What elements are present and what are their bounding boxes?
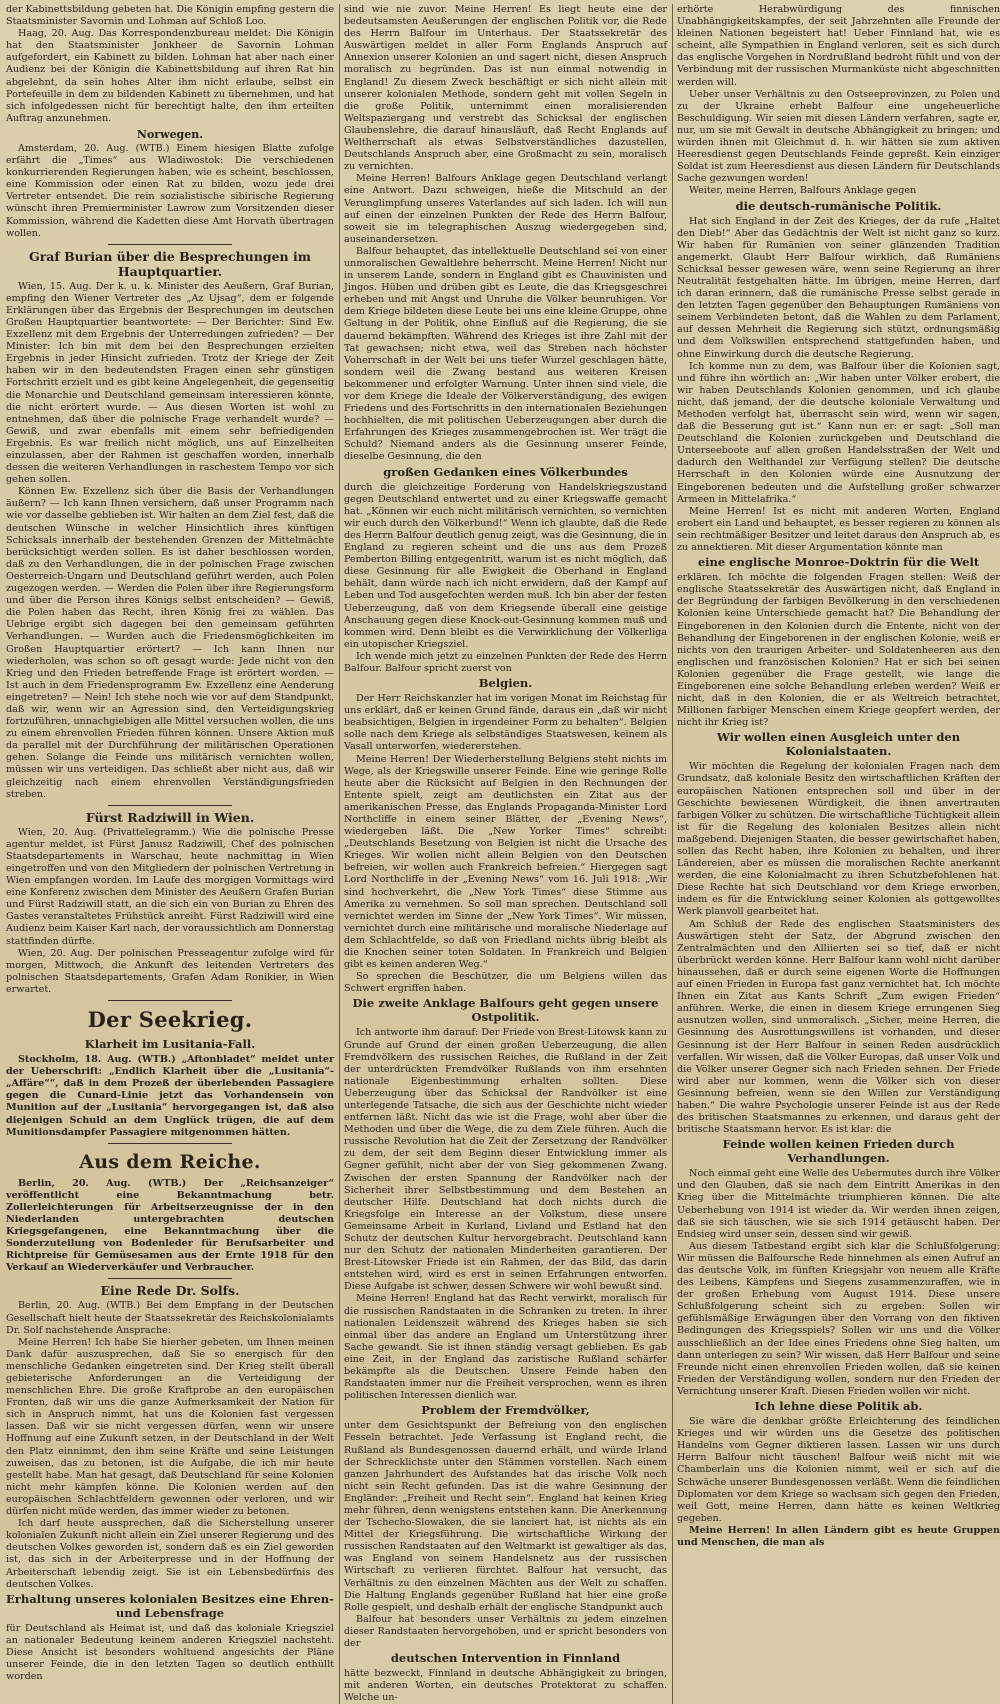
section-heading-norwegen: Norwegen. [136, 127, 204, 141]
paragraph: Meine Herren! In allen Ländern gibt es heute Gruppen und Menschen, die man als [677, 1524, 1000, 1548]
subheadline-fremdvoelker: Problem der Fremdvölker, [421, 1403, 590, 1418]
paragraph: Am Schluß der Rede des englischen Staatsministers des Auswärtigen steht der Satz, der Abgrund zwischen den Zentralmächten und den Alliierten sei so tief, daß er nicht überbrückt werden könne. Herr Balfour kann wohl nicht darüber hinaussehen, daß er durch seine eigenen Worte die Hoffnungen auf einen Frieden in Europa fast ganz vernichtet hat. Ich möchte Ihnen ein Zitat aus Kants Schrift „Zum ewigen Frieden“ anführen. Werke, die einen in diesem Kriege errungenen Sieg ausnutzen wollen, sind unmoralisch. „Sicher, meine Herren, die Gesinnung des Ausrottungswillens ist vorhanden, und dieser Gesinnung ist der Herr Balfour in seinen Reden ausdrücklich verfallen. Wir wissen, daß die Völker Europas, daß unser Volk und die Völker unserer Gegner sich nach Frieden sehnen. Der Friede wird aber nur kommen, wenn die Völker sich von dieser Gesinnung befreien, wenn sie den Willen zur Verständigung haben.“ Die wahre Psychologie unserer Feinde ist aus der Rede des britischen Staatsmannes zu erkennen, und daraus geht der britische Staatsmann hervor. Es ist klar: die [677, 918, 1000, 1136]
paragraph: Meine Herren! Ist es nicht mit anderen Worten, England erobert ein Land und behauptet, es besser regieren zu können als sein rechtmäßiger Besitzer und leitet daraus den Anspruch ab, es zu annektieren. Mit dieser Argumentation könnte man [677, 505, 1000, 554]
paragraph: Ich komme nun zu dem, was Balfour über die Kolonien sagt, und führe ihn wörtlich an: „Wir haben unter Völker erobert, die wir haben Deutschlands Kolonien genommen, und ich glaube nicht, daß jemand, der die deutsche koloniale Verwaltung und Methoden verfolgt hat, überrascht sein wird, wenn wir sagen, daß die Besserung gut ist.“ Kann nun er: er sagt: „Soll man Deutschland die Kolonien zurückgeben und Deutschland die Unterseeboote auf allen großen Handelsstraßen der Welt und dadurch den Welthandel zur Verfügung stellen? Die deutsche Herrschaft in den Kolonien würde eine Ausnutzung der Eingeborenen bedeuten und die Aufstellung großer schwarzer Armeen in Mittelafrika.“ [677, 360, 1000, 505]
divider [108, 244, 233, 245]
paragraph: Berlin, 20. Aug. (WTB.) Bei dem Empfang in der Deutschen Gesellschaft hielt heute der Staatssekretär des Reichskolonialamts Dr. Solf nachstehende Ansprache: [6, 1300, 334, 1336]
subheadline-voelkerbund: großen Gedanken eines Völkerbundes [383, 464, 628, 479]
subheadline-erhaltung: Erhaltung unseres kolonialen Besitzes eine Ehren- und Lebensfrage [6, 1591, 334, 1620]
paragraph: Balfour behauptet, das intellektuelle Deutschland sei von einer unmoralischen Gewaltlehre beherrscht. Meine Herren! Nicht nur in unserem Lande, sondern in England gibt es Chauvinisten und Jingos. Hüben und drüben gibt es Leute, die das Kriegsgeschrei erheben und mit Angst und Unruhe die Völker beunruhigen. Vor dem Kriege bildeten diese Leute bei uns eine kleine Gruppe, ohne Geltung in der Politik, ohne Einfluß auf die Regierung, die sie dauernd bekämpften. Während des Krieges ist ihre Zahl mit der Tat gewachsen; nicht etwa, weil das Streben nach höchster Voherrschaft in der Welt bei uns tiefer Wurzel geschlagen hätte, sondern weil die Zwang bestand aus weiteren Kreisen bekommener und erfolgter Warnung. Unter ihnen sind viele, die vor dem Kriege die Ideale der Völkerverständigung, des ewigen Friedens und des Fortschritts in den internationalen Beziehungen hochhielten, die mit politischen Ueberzeugungen aber durch die Erfahrungen des Krieges zusammengebrochen ist. Wer trägt die Schuld? Niemand anders als die Gesinnung unserer Feinde, dieselbe Gesinnung, die den [344, 245, 667, 463]
paragraph: sind wie nie zuvor. Meine Herren! Es liegt heute eine der bedeutsamsten Aeußerungen der englischen Politik vor, die Rede des Herrn Balfour im Unterhaus. Der Staatssekretär des Auswärtigen meldet in aller Form Englands Anspruch auf Annexion unserer Kolonien an und sagert nicht, diesen Anspruch moralisch zu begründen. Das ist nun einmal notwendig in England! Zu diesem Zweck beschäftigt er sich nicht allein mit unserer kolonialen Methode, sondern geht mit vollen Segeln in die große Politik, unternimmt einen moralisierenden Weltspaziergang und verstrebt das Schicksal der englischen Glaubenslehre, die darauf hinausläuft, daß Recht Englands auf Weltherrschaft als etwas Selbstverständliches dazustellen, Deutschlands Anspruch aber, eine Großmacht zu sein, moralisch zu vernichten. [344, 4, 667, 173]
paragraph: hätte bezweckt, Finnland in deutsche Abhängigkeit zu bringen, mit anderen Worten, ein deutsches Protektorat zu schaffen. Welche un- [344, 1668, 667, 1704]
paragraph: Wien, 15. Aug. Der k. u. k. Minister des Aeußern, Graf Burian, empfing den Wiener Vertreter des „Az Ujsag“, dem er folgende Erklärungen über das Ergebnis der Besprechungen im deutschen Großen Hauptquartier beantwortete: — Der Berichter: Sind Ew. Exzellenz mit dem Ergebnis der Unterredungen zufrieden? — Der Minister: Ich bin mit dem bei den Besprechungen erzielten Ergebnis in jeder Hinsicht zufrieden. Trotz der Kriege der Zeit haben wir in den bedeutendsten Fragen einen sehr günstigen Fortschritt erzielt und es gibt keine Angelegenheit, die gegenseitig die Monarchie und Deutschland gemeinsam interessieren könnte, die nicht erörtert wurde. — Aus diesen Worten ist wohl zu entnehmen, daß über die polnische Frage verhandelt wurde? — Gewiß, und zwar ebenfalls mit einem sehr befriedigenden Ergebnis. Es war freilich nicht möglich, uns auf Einzelheiten einzulassen, aber der Rahmen ist geschaffen worden, innerhalb dessen die weiteren Verhandlungen in raschestem Tempo vor sich gehen sollen. [6, 280, 334, 486]
paragraph: Meine Herren! Der Wiederherstellung Belgiens steht nichts im Wege, als der Kriegswille unserer Feinde. Eine wie geringe Rolle heute aber die Rücksicht auf Belgien in den Rechnungen der Entente spielt, zeigt am deutlichsten ein Zitat aus der amerikanischen Presse, das Englands Propaganda-Minister Lord Northcliffe in einem seiner Blätter, der „Evening News“, wiedergeben läßt. Die „New Yorker Times“ schreibt: „Deutschlands Besetzung von Belgien ist nicht die Ursache des Krieges. Wir wollen nicht allein Belgien von den Deutschen befreien, wir wollen auch Frankreich befreien.“ Hiergegen sagt Lord Northcliffe in der „Evening News“ vom 16. Juli 1918: „Wir sind hochverkehrt, die „New York Times“ diese Stimme aus Amerika zu vernehmen. So soll man sprechen. Deutschland soll vernichtet werden im Sinne der „New York Times“. Wir müssen, vernichtet durch eine militärische und moralische Niederlage auf dem Schlachtfelde, so daß von Friedland nichts übrig bleibt als die Knochen seiner toten Soldaten. In Frankreich und Belgien gibt es keinen anderen Weg.“ [344, 753, 667, 971]
paragraph: Hat sich England in der Zeit des Krieges, der da rufe „Haltet den Dieb!“ Aber das Gedächtnis der Welt ist nicht ganz so kurz. Wir haben für Rumänien von seiner glänzenden Tradition angemerkt. Glaubt Herr Balfour wirklich, daß Rumäniens Schicksal besser gewesen wäre, wenn seine Regierung an ihrer Neutralität festgehalten hätte. Im übrigen, meine Herren, darf ich daran erinnern, daß die rumänische Presse selbst gerade in den letzten Tagen gegenüber den Behauptungen Rumäniens von seinem Verbündeten betont, daß die Wahlen zu dem Parlament, auf dessen Mehrheit die Regierung sich stützt, ordnungsmäßig und dem Volkswillen entsprechend stattgefunden haben, und ohne Einwirkung durch die deutsche Regierung. [677, 215, 1000, 360]
column-2 [339, 4, 667, 1704]
subheadline-rumaenisch: die deutsch-rumänische Politik. [735, 198, 942, 213]
paragraph: erhörte Herabwürdigung des finnischen Unabhängigkeitskampfes, der seit Jahrzehnten alle Freunde der kleinen Nationen begeistert hat! Ueber Finnland hat, wie es scheint, alle Sympathien in England verloren, seit es sich durch das englische Vorgehen in Nordrußland bedroht fühlt und von der Verbindung mit der russischen Murmanküste nicht abgeschnitten werden will. [677, 4, 1000, 88]
paragraph: Berlin, 20. Aug. (WTB.) Der „Reichsanzeiger“ veröffentlicht eine Bekanntmachung betr. Zollerleichterungen für Arbeitserzeugnisse der in den Niederlanden untergebrachten deutschen Kriegsgefangenen, eine Bekanntmachung über die Sonderzuteilung von Bodenleder für Berufsarbeiter und Richtpreise für Gemüsesamen aus der Ernte 1918 für den Verkauf an Wiederverkäufer und Verbraucher. [6, 1177, 334, 1274]
paragraph: Wien, 20. Aug. Der polnischen Presseagentur zufolge wird für morgen, Mittwoch, die Ankunft des leitenden Vertreters des polnischen Staatsdepartements, Grafen Adam Ronikier, in Wien erwartet. [6, 947, 334, 995]
paragraph: Ueber unser Verhältnis zu den Ostseeprovinzen, zu Polen und zu der Ukraine erhebt Balfour eine ungeheuerliche Beschuldigung. Wir seien mit diesen Ländern verfahren, sagte er, nur, um sie mit Gewalt in deutsche Abhängigkeit zu bringen; und würden ihnen mit Gleichmut d. h. wir hätten sie zum aktiven Heeresdienst gegen Deutschlands Feinde gepreßt. Kein einziger Soldat ist zum Heeresdienst aus diesen Ländern für Deutschlands Sache gezwungen worden! [677, 88, 1000, 185]
paragraph: Wir möchten die Regelung der kolonialen Fragen nach dem Grundsatz, daß koloniale Besitz den wirtschaftlichen Kräften der europäischen Nationen entsprechen soll und über in der Geschichte bewiesenen Würdigkeit, die ihnen anvertrauten farbigen Völker zu schützen. Die wirtschaftliche Tüchtigkeit allein ist für die Regelung des kolonialen Besitzes allein nicht maßgebend. Diejenigen Staaten, die besser gewirtschaftet haben, sollen das Recht haben, ihre Kolonien zu behalten, und ihrer Ländereien, aber es müssen die moralischen Rechte anerkannt werden, die eine Kolonialmacht zu ihren Schutzbefohlenen hat. Diese Rechte hat sich Deutschland vor dem Kriege erworben, indem es für die Entwicklung seiner Kolonien als gottgewolltes Werk planvoll gearbeitet hat. [677, 761, 1000, 918]
paragraph: Ich darf heute aussprechen, daß die Sicherstellung unserer kolonialen Zukunft nicht allein ein Ziel unserer Regierung und des deutschen Volkes geworden ist, sondern daß es ein Ziel geworden ist, das sich in der Arbeiterpresse und in der Hoffnung der Arbeiterschaft lebendig zeigt. Sie ist ein Lebensbedürfnis des deutschen Volkes. [6, 1518, 334, 1590]
paragraph: Meine Herren! England hat das Recht verwirkt, moralisch für die russischen Randstaaten in die Schranken zu treten. In ihrer nationalen Leidenszeit während des Krieges haben sie sich einmal über das andere an England um Unterstützung ihrer Sache gewandt. Sie ist ihnen ständig versagt geblieben. Es gab eine Zeit, in der England das zaristische Rußland schärfer bekämpfte als die Deutschen. Unsere Feinde haben den Randstaaten immer nur die Freiheit versprochen, wenn es ihren politischen Interessen dienlich war. [344, 1293, 667, 1402]
paragraph: Ich wende mich jetzt zu einzelnen Punkten der Rede des Herrn Balfour. Balfour spricht zuerst von [344, 650, 667, 674]
headline-reiche: Aus dem Reiche. [79, 1150, 261, 1173]
subheadline-belgien: Belgien. [478, 676, 533, 691]
subheadline-ostpolitik: Die zweite Anklage Balfours geht gegen unsere Ostpolitik. [352, 996, 659, 1025]
subheadline-feinde: Feinde wollen keinen Frieden durch Verhandlungen. [722, 1137, 955, 1166]
paragraph: Meine Herren! Balfours Anklage gegen Deutschland verlangt eine Antwort. Dazu schweigen, hieße die Mitschuld an der Verunglimpfung unseres Vaterlandes auf sich laden. Ich will nun auf einen der einzelnen Punkten der Rede des Herrn Balfour, soweit sie im telegraphischen Auszug wiedergegeben sind, auseinandersetzen. [344, 173, 667, 245]
paragraph: Amsterdam, 20. Aug. (WTB.) Einem hiesigen Blatte zufolge erfährt die „Times“ aus Wladiwostok: Die verschiedenen konkurrierenden Regierungen haben, wie es scheint, beschlossen, eine Kommission oder einen Rat zu bilden, wozu jede drei Vertreter entsendet. Die rein sozialistische sibirische Regierung wünscht ihren Premierminister Lawrow zum Vorsitzenden dieser Kommission, während die Kadetten diese Amt Horvath übertragen wollen. [6, 142, 334, 239]
headline-solf: Eine Rede Dr. Solfs. [100, 1283, 240, 1299]
paragraph: unter dem Gesichtspunkt der Befreiung von den englischen Fesseln betrachtet. Jede Verfassung ist England recht, die Rußland als Bundesgenossen dauernd erhält, und würde Irland der Schrecklichste unter den Stämmen vorstellen. Nach einem ganzen Jahrhundert des Aufstandes hat das irische Volk noch nicht sein Recht gefunden. Das ist die wahre Gesinnung der Engländer: „Freiheit und Recht sein“. England hat keinen Krieg mehr führen, denn wenigstens entstehen kann. Die Anerkennung der Tschecho-Slowaken, die sie lanciert hat, ist nichts als ein Mittel der Kriegsführung. Die wirtschaftliche Wirkung der russischen Randstaaten auf den Weltmarkt ist gewaltiger als das, was England von seinem Handelsnetz aus der russischen Wirtschaft zu verlieren fürchtet. Balfour hat versucht, das Verhältnis zu den einzelnen Mächten aus der Welt zu schaffen. Die Haltung Englands gegenüber Rußland hat hier eine große Rolle gespielt, und deshalb erhält der englische Standpunkt auch [344, 1420, 667, 1613]
subheadline-finnland: deutschen Intervention in Finnland [390, 1651, 621, 1666]
columns [6, 4, 1000, 1704]
paragraph: So sprechen die Beschützer, die um Belgiens willen das Schwert ergriffen haben. [344, 971, 667, 995]
paragraph: Stockholm, 18. Aug. (WTB.) „Aftonbladet“ meldet unter der Ueberschrift: „Endlich Klarheit über die „Lusitania“-„Affäre““, daß in dem Prozeß der überlebenden Passagiere gegen die Cunard-Linie jetzt das Vorhandensein von Munition auf der „Lusitania“ hervorgegangen ist, daß also diejenigen Schuld an dem Unglück trügen, die auf dem Munitionsdampfer Passagiere mitgenommen hätten. [6, 1054, 334, 1138]
paragraph: erklären. Ich möchte die folgenden Fragen stellen: Weiß der englische Staatssekretär des Auswärtigen nicht, daß England in der Begründung der farbigen Bevölkerung in den verschiedenen Kolonien keine Unterschiede gemacht hat? Die Behandlung der Eingeborenen in den Kolonien durch die Entente, nicht von der Behandlung der Eingeborenen in der englischen Kolonie, weiß er nichts von den traurigen Arbeiter- und Soldatenheeren aus den englischen und französischen Kolonien? Hat er sich bei seinen Kolonien gegenüber die Frage gestellt, wie lange die Eingeborenen eine solche Behandlung erleben werden? Weiß er nicht, daß in den Kolonien, die er als Weltreich betrachtet, Millionen farbiger Menschen einem Kriege geopfert werden, der nicht ihr Krieg ist? [677, 572, 1000, 729]
paragraph: durch die gleichzeitige Forderung von Handelskriegszustand gegen Deutschland entwertet und zu einer Kriegswaffe gemacht hat. „Können wir euch nicht militärisch vernichten, so vernichten wir euch durch den Völkerbund!“ Wenn ich glaubte, daß die Rede des Herrn Balfour deutlich genug zeigt, was die Gesinnung, die in England zu regieren scheint und die uns aus dem Prozeß Pemberton Billing entgegentritt, warum ist es nicht möglich, daß diese Gesinnung für alle Ewigkeit die Oberhand in England behält, dann würde nach ich nicht erwidern, daß der Kampf auf Leben und Tod ausgefochten werden muß. Ich bin aber der festen Ueberzeugung, daß von dem Kriegsende überall eine geistige Anschauung gegen diese Knock-out-Gesinnung kommen muß und kommen wird. Denn bleibt es die Verwirklichung der Völkerliga ein utopischer Kriegsziel. [344, 481, 667, 650]
paragraph: für Deutschland als Heimat ist, und daß das koloniale Kriegsziel an nationaler Bedeutung keinem anderen Kriegsziel nachsteht. Diese Ansicht ist besonders wohltuend angesichts der Pläne unserer Feinde, die in den letzten Tagen so deutlich enthüllt worden [6, 1622, 334, 1683]
paragraph: Können Ew. Exzellenz sich über die Basis der Verhandlungen äußern? — Ich kann Ihnen versichern, daß unser Programm nach wie vor dasselbe geblieben ist. Wir halten an dem Ziel fest, daß die deutschen Wünsche in welcher Hinsichtlich ihres künftigen Schicksals innerhalb der bestehenden Grenzen der Mittelmächte berücksichtigt werden sollen. Es ist daher beschlossen worden, daß zu den Verhandlungen, die in der polnischen Frage zwischen Oesterreich-Ungarn und Deutschland geführt werden, auch Polen zugezogen werden. — Werden die Polen über ihre Regierungsform und über die Person ihres Königs selbst entscheiden? — Gewiß, die Polen haben das Recht, ihren König frei zu wählen. Das Uebrige ergibt sich dagegen bei den gemeinsam geführten Verhandlungen. — Wurden auch die Friedensmöglichkeiten im Großen Hauptquartier erörtert? — Ich kann Ihnen nur wiederholen, was schon so oft gesagt wurde: Jede nicht von den Krieg und den Frieden betreffende Frage ist erörtert worden. — Ist auch in dem Friedensprogramm Ew. Exzellenz eine Aenderung eingetreten? — Nein! Ich stehe noch wie vor auf dem Standpunkt, daß wir, wenn wir an Agression sind, den Verteidigungskrieg fortzuführen, unnachgiebigen alle Mittel versuchen wollen, die uns zu einem ehrenvollen Frieden führen können. Unsere Aktion muß da parallel mit der Durchführung der militärischen Operationen gehen. Solange die Feinde uns militärisch vernichten wollen, müssen wir uns verteidigen. Das schließt aber nicht aus, daß wir gleichzeitig nach einem ehrenvollen Verständigungsfrieden streben. [6, 486, 334, 800]
paragraph: Weiter, meine Herren, Balfours Anklage gegen [689, 185, 917, 197]
paragraph: Balfour hat besonders unser Verhältnis zu jedem einzelnen dieser Randstaaten hervorgehoben, und er spricht besonders von der [344, 1613, 667, 1649]
paragraph: Haag, 20. Aug. Das Korrespondenzbureau meldet: Die Königin hat den Staatsminister Jonkheer de Savornin Lohman aufgefordert, ein Kabinett zu bilden. Lohman hat aber nach einer Audienz bei der Königin die Kabinettsbildung auf ihren Rat hin abgelehnt, da sein hohes Alter ihm nicht erlaube, selbst ein Portefeuille in dem zu bildenden Kabinett zu übernehmen, und hat sich infolgedessen nicht für berechtigt halte, den ihm erteilten Auftrag anzunehmen. [6, 28, 334, 124]
paragraph: Noch einmal geht eine Welle des Uebermutes durch ihre Völker und den Glauben, daß sie nach dem Eintritt Amerikas in den Krieg über die Mittelmächte triumphieren können. Die alte Ueberhebung von 1914 ist wieder da. Wir werden ihnen zeigen, daß sie sich täuschen, wie sie sich 1914 getäuscht haben. Der Endsieg wird unser sein, dessen sind wir gewiß. [677, 1168, 1000, 1240]
paragraph: Sie wäre die denkbar größte Erleichterung des feindlichen Krieges und wir würden uns die Gesetze des politischen Handelns vom Gegner diktieren lassen. Lassen wir uns durch Herrn Balfour nicht täuschen! Balfour weiß nicht mit wie Chamberlain uns die Kolonien nimmt, weil er sich auf die Schwäche unserer Bundesgenossen verläßt. Wenn die feindlichen Diplomaten vor dem Kriege so wachsam sich gegen den Frieden, weil Gott, meine Herren, dann hätte es keinen Weltkrieg gegeben. [677, 1416, 1000, 1524]
divider [108, 1143, 233, 1144]
paragraph: Wien, 20. Aug. (Privattelegramm.) Wie die polnische Presse agentur meldet, ist Fürst Janusz Radziwill, Chef des polnischen Staatsdepartements in Warschau, heute nachmittag in Wien eingetroffen und von den Mitgliedern der polnischen Vertretung in Wien empfangen worden. Im Laufe des morgigen Vormittags wird eine Konferenz zwischen dem Minister des Aeußern Grafen Burian und Fürst Radziwill statt, an die sich ein von Burian zu Ehren des Gastes veranstaltetes Frühstück anreiht. Fürst Radziwill wird eine Audienz beim Kaiser Karl nach, der voraussichtlich am Donnerstag stattfinden dürfte. [6, 826, 334, 947]
divider [108, 1000, 233, 1001]
subheadline-politik: Ich lehne diese Politik ab. [754, 1399, 923, 1414]
column-1 [6, 4, 334, 1704]
headline-seekrieg: Der Seekrieg. [87, 1007, 253, 1033]
column-3 [672, 4, 1000, 1704]
paragraph: Der Herr Reichskanzler hat im vorigen Monat im Reichstag für uns erklärt, daß er keinen Grund fände, daraus ein „daß wir nicht beabsichtigen, Belgien in irgendeiner Form zu behalten“. Belgien solle nach dem Kriege als selbständiges Staatswesen, keinem als Vasall unterworfen, wiedererstehen. [344, 693, 667, 753]
divider [108, 805, 233, 806]
paragraph: Aus diesem Tatbestand ergibt sich klar die Schlußfolgerung: Wir müssen die Balfoursche Rede hinnehmen als einen Aufruf an das deutsche Volk, im fünften Kriegsjahr von neuem alle Kräfte des Leibens, Kämpfens und Siegens zusammenzuraffen, wie in der großen Erhebung vom August 1914. Diese unsere Schlußfolgerung scheint sich zu ergeben: Sollen wir gefühlsmäßige Erwägungen über den Vorrang von den fiktiven Bedingungen des Kriegsspiels? Sollen wir uns und die Völker ausschließlich an der Idee eines Friedens ohne Sieg halten, um dann unterlegen zu sein? Wir wissen, daß Herr Balfour und seine Freunde nicht einen ehrenvollen Frieden wollen, daß sie keinen Frieden der Verständigung wollen, sondern nur den Frieden der Vernichtung unserer Kraft. Diesen Frieden wollen wir nicht. [677, 1240, 1000, 1397]
divider [108, 1278, 233, 1279]
paragraph: der Kabinettsbildung gebeten hat. Die Königin empfing gestern die Staatsminister Savornin und Lohman auf Schloß Loo. [6, 4, 334, 28]
subheadline-lusitania: Klarheit im Lusitania-Fall. [84, 1037, 256, 1052]
subheadline-ausgleich: Wir wollen einen Ausgleich unter den Kolonialstaaten. [716, 730, 961, 759]
subheadline-monroe: eine englische Monroe-Doktrin für die Welt [697, 555, 980, 570]
paragraph: Meine Herren! Ich habe Sie hierher gebeten, um Ihnen meinen Dank dafür auszusprechen, daß Sie so energisch für den menschliche Gedanken eingetreten sind. Der Krieg stellt überall gebieterische Anforderungen an die Verteidigung der menschlichen Ehre. Die große Kraftprobe an den europäischen Fronten, daß wir uns die ganze Aufmerksamkeit der Nation für sich in Anspruch nimmt, hat uns die Kolonien fast vergessen lassen. Daß wir sie nicht vergessen dürfen, wenn wir unsere Hoffnung auf eine Zukunft setzen, in der Deutschland in der Welt den Platz einnimmt, den ihm seine Kräfte und seine Leistungen zuweisen, das zu betonen, ist die Aufgabe, die ich mir heute gestellt habe. Man hat gesagt, daß Deutschland für seine Kolonien nicht mehr kämpfen könne. Die Kolonien werden auf den europäischen Schlachtfeldern gewonnen oder verloren, und wir dürfen nicht müde werden, das immer wieder zu betonen. [6, 1336, 334, 1518]
paragraph: Ich antworte ihm darauf: Der Friede von Brest-Litowsk kann zu Grunde auf Grund der einen großen Ueberzeugung, die allen Fremdvölkern des russischen Reiches, die Rußland in der Zeit der unterdrückten Fremdvölker Rußlands von ihm ersehnten nationale Eigenbestimmung erhalten sollten. Diese Ueberzeugung über das Schicksal der Randvölker ist eine unterlegende Tatsache, die sich aus der Geschichte nicht wieder entfernen läßt. Nicht das wie ist die Frage, wohl aber über die Methoden und über die Wege, die zu dem Ziele führen. Auch die russische Revolution hat die Zeit der Zersetzung der Randvölker zu dem, der seit dem Beginn dieser Entwicklung immer als Gegner gefühlt, nicht aber der von Sieg gekommenen Zwang. Zwischen der ersten Spannung der Randvölker nach der Sicherheit ihrer Selbstbestimmung und dem Bestehen an deutscher Hilfe. Deutschland hat doch nichts durch die Kriegsfolge ein Interesse an der Volkstum, diese unsere Gemeinsame Arbeit in Kurland, Livland und Estland hat den Schutz der deutschen Kultur hervorgebracht. Deutschland kann nur den Schutz der nationalen Minderheiten garantieren. Der Brest-Litowsker Friede ist ein Rahmen, der das Bild, das darin entstehen wird, wird es erst in seinen Erfahrungen entworfen. Diese Aufgabe ist schwer, dessen Schwere wir wohl bewußt sind. [344, 1027, 667, 1293]
headline-burian: Graf Burian über die Besprechungen im Hauptquartier. [29, 248, 311, 279]
headline-radziwill: Fürst Radziwill in Wien. [85, 809, 255, 825]
